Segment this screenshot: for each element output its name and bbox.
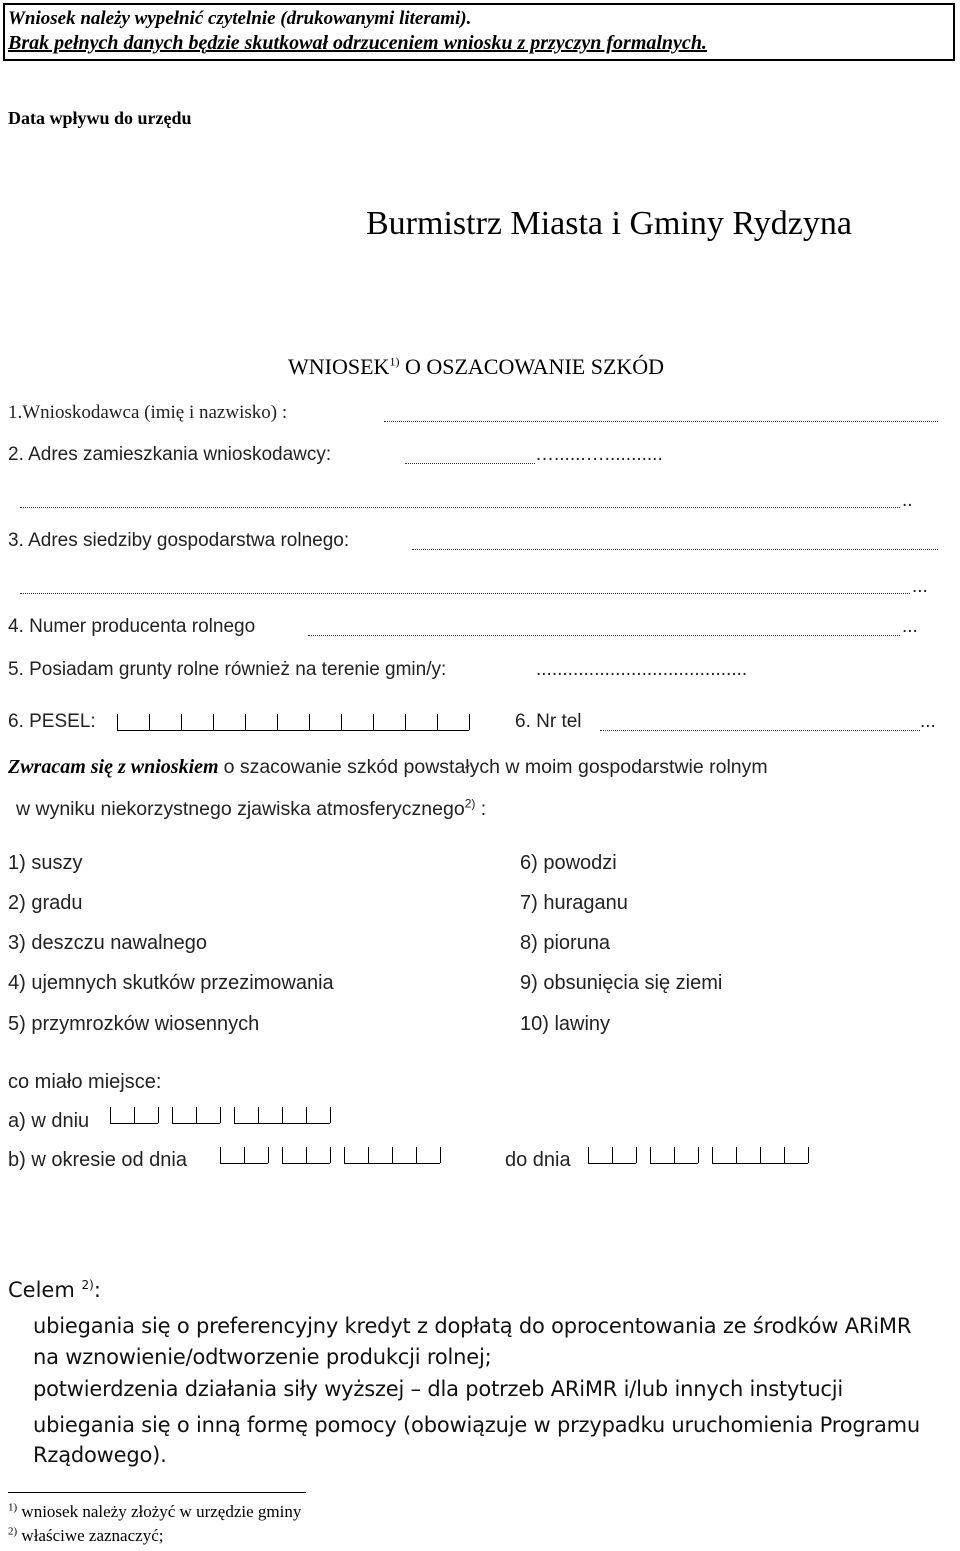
phenomenon-option-2[interactable]: 2) gradu	[8, 892, 83, 914]
document-title	[288, 354, 664, 380]
phenomenon-option-5[interactable]: 5) przymrozków wiosennych	[8, 1013, 260, 1035]
purpose-option-3[interactable]: ubiegania się o inną formę pomocy (obowiązuje w przypadku uruchomienia Programu	[33, 1413, 920, 1437]
purpose-option-3-cont: Rządowego).	[33, 1443, 167, 1467]
period-to-digit-1[interactable]	[588, 1147, 612, 1164]
intake-date-label: Data wpływu do urzędu	[8, 108, 192, 128]
on-day-digit-tick	[172, 1107, 173, 1123]
request-footnote-ref: 2)	[464, 796, 476, 811]
period-to-digit-tick	[736, 1147, 737, 1163]
period-from-digit-tick	[282, 1147, 283, 1163]
period-to-digit-tick	[588, 1147, 589, 1163]
producer-number-label: 4. Numer producenta rolnego	[8, 616, 256, 637]
address-line2-end: ..	[902, 490, 913, 511]
footnote-2	[8, 1526, 163, 1546]
footnote-2-text: właściwe zaznaczyć;	[21, 1526, 164, 1545]
address-dots: …......…...........	[535, 444, 663, 465]
purpose-heading	[8, 1278, 101, 1302]
farm-address-label: 3. Adres siedziby gospodarstwa rolnego:	[8, 530, 350, 551]
on-day-digit-2[interactable]	[134, 1107, 158, 1124]
farm-address-input-line[interactable]	[412, 549, 938, 550]
phone-end: ...	[920, 711, 936, 732]
pesel-digit-8[interactable]	[341, 714, 373, 731]
period-to-group-end-tick	[808, 1147, 809, 1163]
pesel-digit-3[interactable]	[181, 714, 213, 731]
period-from-digit-7[interactable]	[392, 1147, 416, 1164]
pesel-digit-tick	[181, 714, 182, 730]
phenomenon-option-10[interactable]: 10) lawiny	[520, 1013, 611, 1035]
period-from-digit-5[interactable]	[344, 1147, 368, 1164]
purpose-option-1[interactable]: ubiegania się o preferencyjny kredyt z dopłatą do oprocentowania ze środków ARiMR	[33, 1314, 912, 1338]
warning-line-1: Wniosek należy wypełnić czytelnie (drukowanymi literami).	[8, 8, 472, 29]
pesel-digit-11[interactable]	[437, 714, 469, 731]
period-from-digit-tick	[368, 1147, 369, 1163]
period-to-digit-3[interactable]	[650, 1147, 674, 1164]
period-from-digit-6[interactable]	[368, 1147, 392, 1164]
phone-label: 6. Nr tel	[515, 711, 582, 732]
address-label: 2. Adres zamieszkania wnioskodawcy:	[8, 444, 332, 465]
pesel-digit-tick	[213, 714, 214, 730]
period-to-digit-tick	[650, 1147, 651, 1163]
period-from-group-end-tick	[330, 1147, 331, 1163]
on-day-digit-tick	[110, 1107, 111, 1123]
on-day-digit-tick	[258, 1107, 259, 1123]
producer-number-input-line[interactable]	[308, 635, 900, 636]
period-to-digit-2[interactable]	[612, 1147, 636, 1164]
other-land-dots: ........................................	[536, 659, 748, 680]
phenomenon-option-9[interactable]: 9) obsunięcia się ziemi	[520, 972, 723, 994]
on-day-digit-3[interactable]	[172, 1107, 196, 1124]
phenomenon-option-6[interactable]: 6) powodzi	[520, 852, 617, 874]
purpose-option-1-cont: na wznowienie/odtworzenie produkcji rolnej;	[33, 1345, 492, 1369]
pesel-digit-tick	[245, 714, 246, 730]
on-day-digit-tick	[282, 1107, 283, 1123]
farm-address-input-line-2[interactable]	[20, 593, 910, 594]
period-to-digit-7[interactable]	[760, 1147, 784, 1164]
phenomenon-option-1[interactable]: 1) suszy	[8, 852, 83, 874]
title-footnote-ref: 1)	[389, 354, 400, 369]
applicant-label: 1.Wnioskodawca (imię i nazwisko) :	[8, 402, 288, 423]
period-from-digit-tick	[306, 1147, 307, 1163]
request-line-2-tail: :	[475, 798, 487, 820]
pesel-label: 6. PESEL:	[8, 711, 96, 732]
phone-input-line[interactable]	[600, 730, 920, 731]
pesel-digit-5[interactable]	[245, 714, 277, 731]
period-to-digit-tick	[712, 1147, 713, 1163]
period-to-group-end-tick	[636, 1147, 637, 1163]
period-to-digit-4[interactable]	[674, 1147, 698, 1164]
occurrence-label: co miało miejsce:	[8, 1071, 162, 1093]
request-lead-rest: o szacowanie szkód powstałych w moim gospodarstwie rolnym	[223, 756, 768, 778]
on-day-digit-tick	[196, 1107, 197, 1123]
pesel-digit-tick	[437, 714, 438, 730]
on-day-group-end-tick	[330, 1107, 331, 1123]
footnote-divider	[8, 1492, 306, 1493]
on-day-label: a) w dniu	[8, 1110, 90, 1132]
address-input-line-2[interactable]	[20, 507, 900, 508]
period-to-digit-6[interactable]	[736, 1147, 760, 1164]
request-line-1	[8, 756, 768, 779]
pesel-digit-9[interactable]	[373, 714, 405, 731]
phenomenon-option-3[interactable]: 3) deszczu nawalnego	[8, 932, 208, 954]
pesel-digit-tick	[309, 714, 310, 730]
request-line-2	[16, 798, 486, 821]
on-day-digit-4[interactable]	[196, 1107, 220, 1124]
pesel-digit-1[interactable]	[117, 714, 149, 731]
purpose-label: Celem	[8, 1278, 75, 1302]
footnote-1-text: wniosek należy złożyć w urzędzie gminy	[21, 1502, 302, 1521]
period-from-digit-2[interactable]	[244, 1147, 268, 1164]
on-day-digit-1[interactable]	[110, 1107, 134, 1124]
purpose-option-2[interactable]: potwierdzenia działania siły wyższej – dla potrzeb ARiMR i/lub innych instytucji	[33, 1377, 844, 1401]
authority-title: Burmistrz Miasta i Gminy Rydzyna	[366, 205, 852, 242]
period-to-digit-tick	[674, 1147, 675, 1163]
on-day-group-end-tick	[158, 1107, 159, 1123]
title-text-after: O OSZACOWANIE SZKÓD	[404, 354, 665, 379]
period-to-digit-tick	[760, 1147, 761, 1163]
period-from-digit-tick	[244, 1147, 245, 1163]
pesel-digit-tick	[117, 714, 118, 730]
period-from-digit-tick	[344, 1147, 345, 1163]
period-from-digit-1[interactable]	[220, 1147, 244, 1164]
on-day-digit-7[interactable]	[282, 1107, 306, 1124]
applicant-input-line[interactable]	[384, 421, 938, 422]
on-day-digit-6[interactable]	[258, 1107, 282, 1124]
pesel-digit-tick	[149, 714, 150, 730]
title-text-before: WNIOSEK	[288, 354, 390, 379]
period-to-label: do dnia	[505, 1149, 571, 1171]
pesel-digit-tick	[277, 714, 278, 730]
request-line-2-text: w wyniku niekorzystnego zjawiska atmosferycznego	[16, 798, 465, 820]
period-from-digit-3[interactable]	[282, 1147, 306, 1164]
footnote-2-ref: 2)	[8, 1525, 18, 1538]
request-lead: Zwracam się z wnioskiem	[8, 756, 219, 778]
period-from-digit-4[interactable]	[306, 1147, 330, 1164]
address-input-line[interactable]	[405, 463, 535, 464]
on-day-digit-8[interactable]	[306, 1107, 330, 1124]
pesel-digit-10[interactable]	[405, 714, 437, 731]
period-from-digit-tick	[392, 1147, 393, 1163]
on-day-digit-tick	[134, 1107, 135, 1123]
period-from-group-end-tick	[440, 1147, 441, 1163]
on-day-group-end-tick	[220, 1107, 221, 1123]
period-to-digit-tick	[784, 1147, 785, 1163]
pesel-digit-4[interactable]	[213, 714, 245, 731]
pesel-digit-2[interactable]	[149, 714, 181, 731]
period-from-group-end-tick	[268, 1147, 269, 1163]
on-day-digit-5[interactable]	[234, 1107, 258, 1124]
on-day-digit-tick	[234, 1107, 235, 1123]
period-from-digit-tick	[416, 1147, 417, 1163]
phenomenon-option-7[interactable]: 7) huraganu	[520, 892, 628, 914]
period-to-digit-tick	[612, 1147, 613, 1163]
other-land-label: 5. Posiadam grunty rolne również na terenie gmin/y:	[8, 659, 447, 680]
farm-address-line2-end: ...	[912, 576, 928, 597]
pesel-digit-7[interactable]	[309, 714, 341, 731]
footnote-1	[8, 1502, 301, 1522]
footnote-1-ref: 1)	[8, 1501, 18, 1514]
pesel-digit-tick	[341, 714, 342, 730]
purpose-label-tail: :	[93, 1278, 101, 1302]
period-to-digit-8[interactable]	[784, 1147, 808, 1164]
period-from-digit-8[interactable]	[416, 1147, 440, 1164]
purpose-footnote-ref: 2)	[81, 1278, 94, 1292]
pesel-digit-tick	[373, 714, 374, 730]
period-from-label: b) w okresie od dnia	[8, 1149, 187, 1171]
pesel-digit-6[interactable]	[277, 714, 309, 731]
period-to-group-end-tick	[698, 1147, 699, 1163]
period-to-digit-5[interactable]	[712, 1147, 736, 1164]
phenomenon-option-8[interactable]: 8) pioruna	[520, 932, 611, 954]
pesel-digit-tick	[405, 714, 406, 730]
period-from-digit-tick	[220, 1147, 221, 1163]
producer-number-end: ...	[902, 616, 918, 637]
on-day-digit-tick	[306, 1107, 307, 1123]
pesel-group-end-tick	[469, 714, 470, 730]
warning-line-2: Brak pełnych danych będzie skutkował odrzuceniem wniosku z przyczyn formalnych.	[8, 32, 707, 54]
phenomenon-option-4[interactable]: 4) ujemnych skutków przezimowania	[8, 972, 334, 994]
